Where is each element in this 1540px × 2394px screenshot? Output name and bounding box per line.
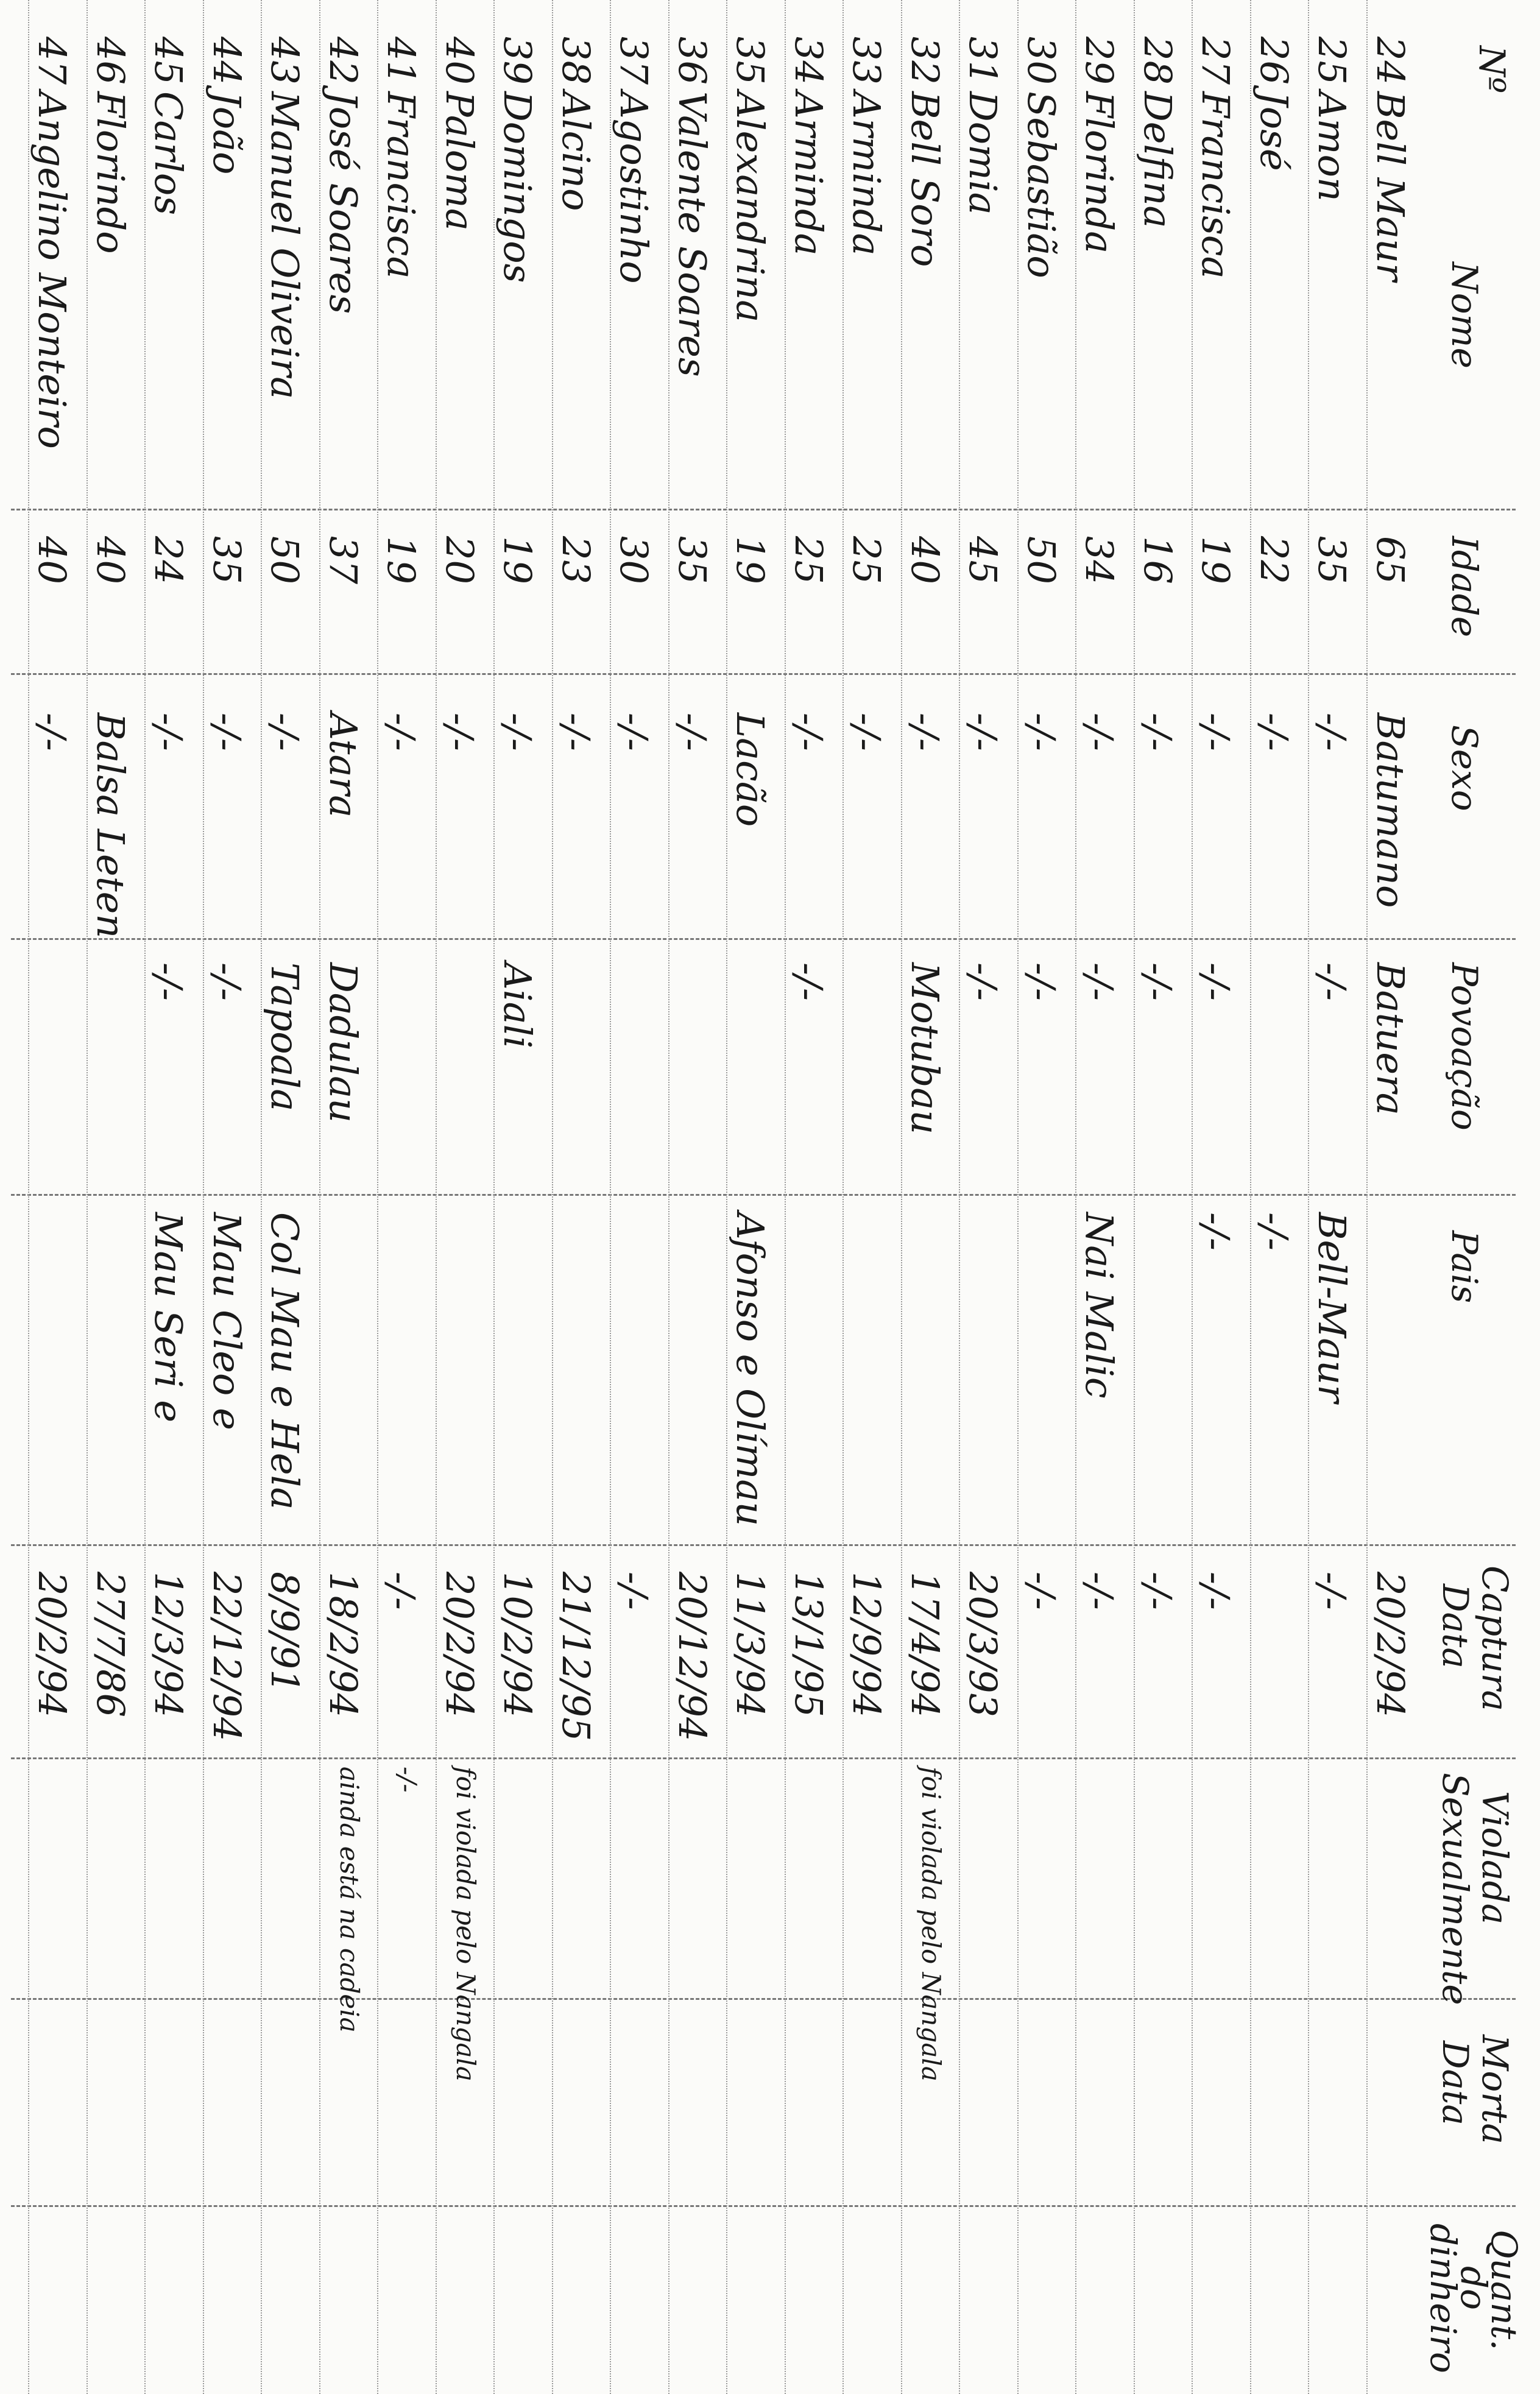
row-guideline — [668, 0, 669, 2394]
row-povoacao: -/- — [1193, 962, 1238, 1001]
row-idade: 25 — [844, 536, 889, 584]
row-guideline — [1134, 0, 1135, 2394]
row-data: 20/12/94 — [670, 1572, 715, 1742]
row-povoacao: Motubau — [903, 962, 947, 1135]
row-povoacao: -/- — [1310, 962, 1355, 1001]
header-morta-data: Data — [1435, 2041, 1476, 2125]
row-nome: João — [205, 91, 249, 175]
row-povoacao: Tapoala — [263, 962, 308, 1112]
row-sexo: -/- — [263, 713, 308, 751]
row-idade: 37 — [321, 536, 366, 584]
column-divider — [11, 1544, 1516, 1546]
row-sexo: -/- — [205, 713, 249, 751]
row-violada: -/- — [392, 1767, 423, 1793]
row-idade: 65 — [1368, 536, 1413, 584]
row-sexo: -/- — [146, 713, 191, 751]
row-nome: Paloma — [437, 91, 482, 231]
row-povoacao: -/- — [1136, 962, 1180, 1001]
row-data: 20/3/93 — [961, 1572, 1006, 1718]
column-divider — [11, 1194, 1516, 1196]
row-data: 10/2/94 — [495, 1572, 540, 1718]
row-sexo: -/- — [612, 713, 657, 751]
row-nome: Francisca — [379, 91, 424, 279]
row-povoacao: -/- — [961, 962, 1006, 1001]
row-sexo: -/- — [1077, 713, 1122, 751]
row-nome: Alexandrina — [728, 91, 773, 323]
row-nome: Bell Soro — [903, 91, 947, 267]
row-guideline — [29, 0, 30, 2394]
row-guideline — [87, 0, 88, 2394]
row-pais: -/- — [1252, 1212, 1296, 1251]
row-sexo: Lacão — [728, 713, 773, 827]
row-idade: 24 — [146, 536, 191, 584]
row-data: -/- — [612, 1572, 657, 1610]
row-sexo: -/- — [1136, 713, 1180, 751]
row-sexo: Batumano — [1368, 713, 1413, 908]
row-data: -/- — [1019, 1572, 1064, 1610]
row-data: 11/3/94 — [728, 1572, 773, 1718]
header-pais: Pais — [1444, 1231, 1485, 1304]
row-nome: Manuel Oliveira — [263, 91, 308, 400]
row-num: 31 — [961, 37, 1006, 85]
header-sexo: Sexo — [1444, 725, 1485, 811]
row-data: -/- — [379, 1572, 424, 1610]
row-num: 43 — [263, 37, 308, 85]
row-num: 37 — [612, 37, 657, 85]
row-sexo: -/- — [786, 713, 831, 751]
row-idade: 40 — [88, 536, 133, 584]
row-povoacao: -/- — [1077, 962, 1122, 1001]
row-guideline — [901, 0, 902, 2394]
row-data: -/- — [1310, 1572, 1355, 1610]
header-quant-dinheiro: dinheiro — [1422, 2223, 1464, 2373]
row-povoacao: Batuera — [1368, 962, 1413, 1115]
row-guideline — [785, 0, 786, 2394]
header-morta: Morta — [1474, 2035, 1516, 2144]
header-violada-sexualmente: Sexualmente — [1435, 1773, 1476, 2005]
row-pais: -/- — [1193, 1212, 1238, 1251]
row-nome: Alcino — [554, 91, 598, 211]
row-guideline — [552, 0, 553, 2394]
row-violada: foi violada pelo Nangala — [451, 1767, 481, 2082]
row-guideline — [610, 0, 612, 2394]
column-divider — [11, 673, 1516, 675]
row-sexo: -/- — [437, 713, 482, 751]
row-guideline — [261, 0, 263, 2394]
row-num: 47 — [30, 37, 75, 85]
row-nome: José Soares — [321, 91, 366, 314]
row-num: 39 — [495, 37, 540, 85]
row-sexo: -/- — [495, 713, 540, 751]
row-num: 45 — [146, 37, 191, 85]
row-guideline — [1250, 0, 1251, 2394]
row-num: 33 — [844, 37, 889, 85]
row-guideline — [436, 0, 437, 2394]
column-divider — [11, 1998, 1516, 2000]
row-num: 41 — [379, 37, 424, 85]
row-idade: 40 — [30, 536, 75, 584]
row-sexo: -/- — [670, 713, 715, 751]
row-data: 20/2/94 — [30, 1572, 75, 1718]
row-sexo: Atara — [321, 713, 366, 818]
row-data: 22/12/94 — [205, 1572, 249, 1742]
row-idade: 50 — [263, 536, 308, 584]
row-nome: Delfina — [1136, 91, 1180, 228]
row-sexo: -/- — [961, 713, 1006, 751]
row-data: 8/9/91 — [263, 1572, 308, 1693]
row-idade: 30 — [612, 536, 657, 584]
row-sexo: -/- — [1193, 713, 1238, 751]
row-nome: Bell Maur — [1368, 91, 1413, 281]
row-data: 17/4/94 — [903, 1572, 947, 1718]
row-idade: 50 — [1019, 536, 1064, 584]
row-povoacao: Aiali — [495, 962, 540, 1049]
header-idade: Idade — [1444, 536, 1485, 638]
row-idade: 35 — [670, 536, 715, 584]
row-povoacao: -/- — [786, 962, 831, 1001]
header-nome: Nome — [1444, 262, 1485, 369]
row-data: 20/2/94 — [1368, 1572, 1413, 1718]
row-nome: Domia — [961, 91, 1006, 215]
row-guideline — [727, 0, 728, 2394]
row-num: 32 — [903, 37, 947, 85]
row-guideline — [378, 0, 379, 2394]
row-povoacao: -/- — [1019, 962, 1064, 1001]
row-idade: 45 — [961, 536, 1006, 584]
row-data: 21/12/95 — [554, 1572, 598, 1742]
row-sexo: -/- — [379, 713, 424, 751]
row-guideline — [1192, 0, 1193, 2394]
row-guideline — [494, 0, 495, 2394]
row-pais: Mau Cleo e — [205, 1212, 249, 1430]
row-num: 28 — [1136, 37, 1180, 85]
row-num: 44 — [205, 37, 249, 85]
row-idade: 19 — [1193, 536, 1238, 584]
row-idade: 35 — [205, 536, 249, 584]
row-num: 34 — [786, 37, 831, 85]
column-divider — [11, 1757, 1516, 1759]
row-nome: Florinda — [1077, 91, 1122, 254]
header-violada: Violada — [1474, 1791, 1516, 1925]
row-violada: ainda está na cadeia — [334, 1767, 364, 2033]
row-num: 46 — [88, 37, 133, 85]
row-idade: 20 — [437, 536, 482, 584]
row-num: 36 — [670, 37, 715, 85]
row-idade: 19 — [495, 536, 540, 584]
row-num: 24 — [1368, 37, 1413, 85]
row-guideline — [145, 0, 146, 2394]
row-sexo: Balsa Leten — [88, 713, 133, 939]
header-quant: Quant. — [1483, 2230, 1525, 2351]
row-num: 26 — [1252, 37, 1296, 85]
row-nome: Arminda — [844, 91, 889, 256]
row-idade: 25 — [786, 536, 831, 584]
row-pais: Nai Malic — [1077, 1212, 1122, 1399]
row-sexo: -/- — [30, 713, 75, 751]
row-nome: Sebastião — [1019, 91, 1064, 278]
row-sexo: -/- — [554, 713, 598, 751]
row-num: 35 — [728, 37, 773, 85]
row-nome: Valente Soares — [670, 91, 715, 377]
row-data: 13/1/95 — [786, 1572, 831, 1718]
column-divider — [11, 938, 1516, 940]
row-sexo: -/- — [1019, 713, 1064, 751]
row-data: 12/9/94 — [844, 1572, 889, 1718]
row-idade: 22 — [1252, 536, 1296, 584]
row-guideline — [203, 0, 204, 2394]
row-sexo: -/- — [1252, 713, 1296, 751]
row-pais: Bell-Maur — [1310, 1212, 1355, 1403]
row-guideline — [1017, 0, 1019, 2394]
row-num: 27 — [1193, 37, 1238, 85]
row-nome: Domingos — [495, 91, 540, 283]
row-nome: Carlos — [146, 91, 191, 216]
row-num: 30 — [1019, 37, 1064, 85]
row-num: 40 — [437, 37, 482, 85]
row-sexo: -/- — [1310, 713, 1355, 751]
row-nome: Arminda — [786, 91, 831, 256]
row-data: 27/7/86 — [88, 1572, 133, 1718]
row-guideline — [319, 0, 320, 2394]
header-quant-do: do — [1453, 2266, 1494, 2311]
row-num: 42 — [321, 37, 366, 85]
row-data: -/- — [1193, 1572, 1238, 1610]
row-idade: 34 — [1077, 536, 1122, 584]
row-nome: Angelino Monteiro — [30, 91, 75, 449]
row-povoacao: -/- — [205, 962, 249, 1001]
row-guideline — [1366, 0, 1368, 2394]
row-sexo: -/- — [903, 713, 947, 751]
row-nome: Amon — [1310, 91, 1355, 202]
row-guideline — [959, 0, 961, 2394]
row-nome: Florindo — [88, 91, 133, 254]
row-idade: 16 — [1136, 536, 1180, 584]
row-pais: Col Mau e Hela — [263, 1212, 308, 1510]
row-pais: Afonso e Olímau — [728, 1212, 773, 1527]
row-idade: 19 — [379, 536, 424, 584]
row-idade: 23 — [554, 536, 598, 584]
row-num: 38 — [554, 37, 598, 85]
row-idade: 35 — [1310, 536, 1355, 584]
row-violada: foi violada pelo Nangala — [916, 1767, 946, 2082]
row-nome: José — [1252, 91, 1296, 171]
header-povoacao: Povoação — [1444, 962, 1485, 1131]
header-captura-data: Data — [1435, 1584, 1476, 1668]
row-idade: 40 — [903, 536, 947, 584]
header-captura: Captura — [1474, 1566, 1516, 1712]
row-povoacao: -/- — [146, 962, 191, 1001]
column-divider — [11, 509, 1516, 510]
row-data: -/- — [1136, 1572, 1180, 1610]
row-nome: Francisca — [1193, 91, 1238, 279]
row-nome: Agostinho — [612, 91, 657, 284]
row-povoacao: Dadulau — [321, 962, 366, 1123]
row-guideline — [843, 0, 844, 2394]
column-divider — [11, 2205, 1516, 2207]
row-data: -/- — [1077, 1572, 1122, 1610]
row-sexo: -/- — [844, 713, 889, 751]
header-num: Nº — [1471, 46, 1513, 94]
row-data: 20/2/94 — [437, 1572, 482, 1718]
row-guideline — [1076, 0, 1077, 2394]
row-data: 12/3/94 — [146, 1572, 191, 1718]
row-data: 18/2/94 — [321, 1572, 366, 1718]
row-pais: Mau Seri e — [146, 1212, 191, 1423]
row-num: 25 — [1310, 37, 1355, 85]
row-idade: 19 — [728, 536, 773, 584]
row-guideline — [1309, 0, 1310, 2394]
row-num: 29 — [1077, 37, 1122, 85]
